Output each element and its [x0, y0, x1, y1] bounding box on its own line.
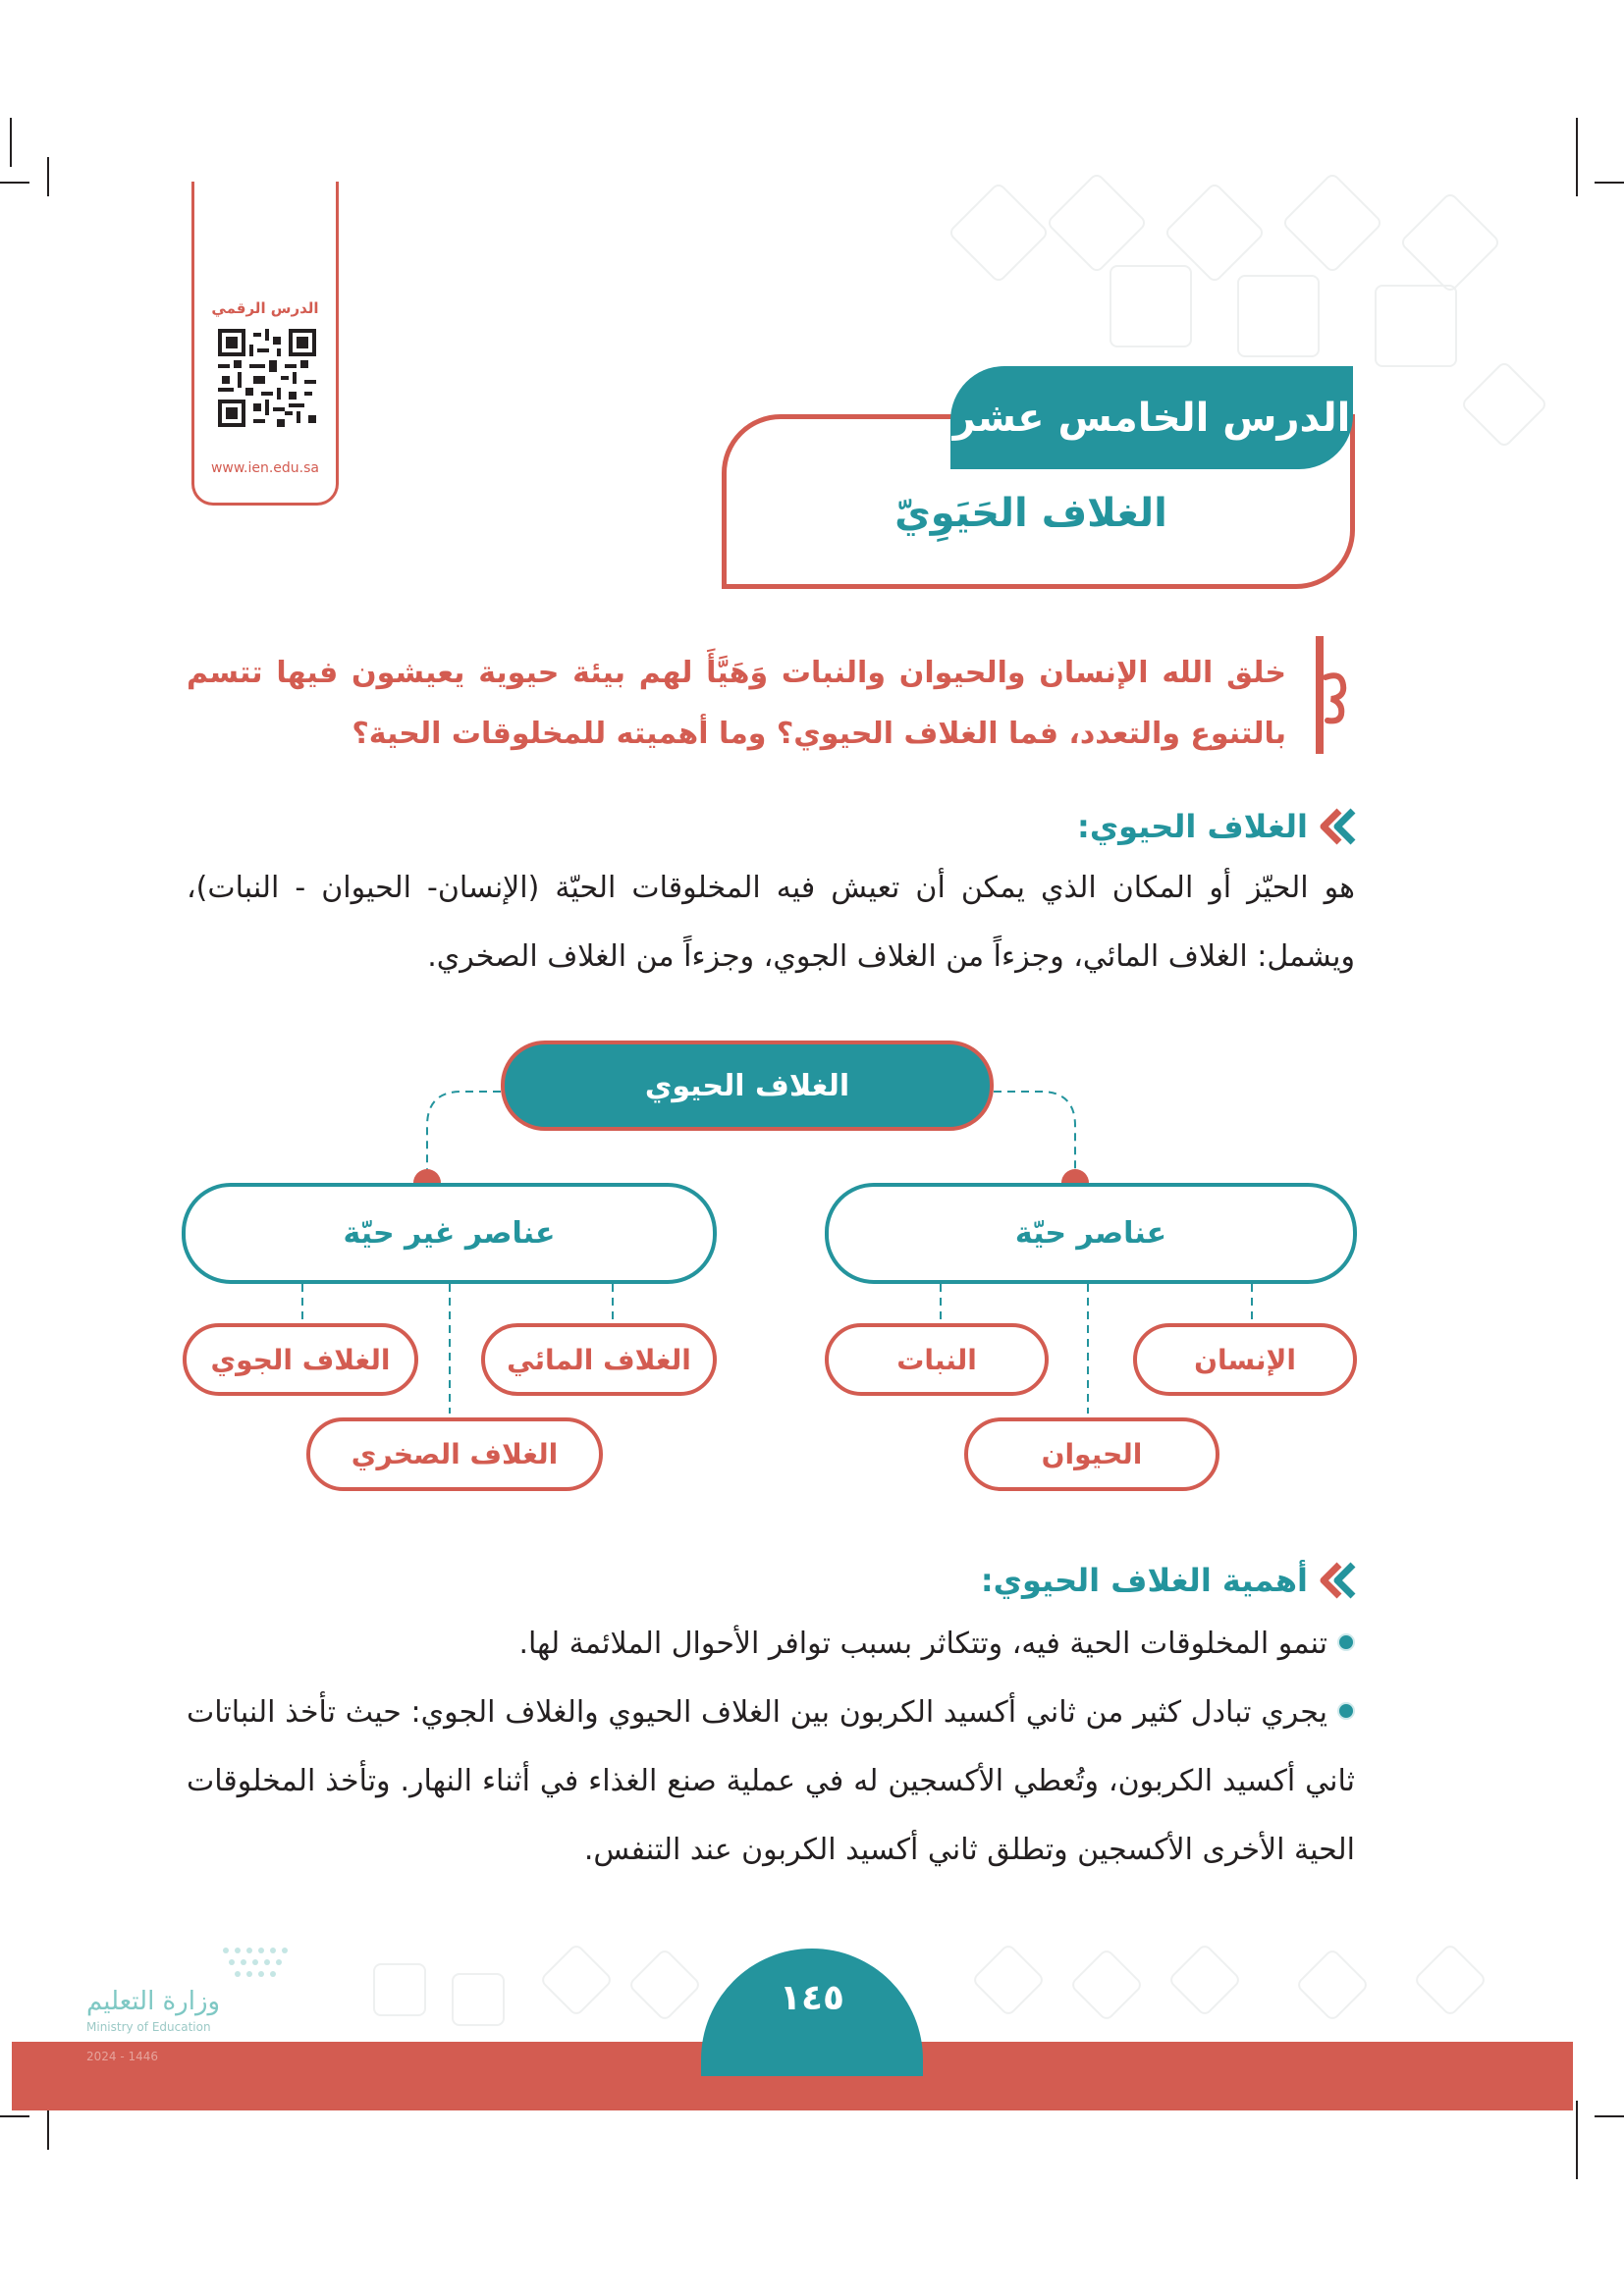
diagram-leaf-plants: النبات — [825, 1323, 1049, 1396]
ministry-name-en: Ministry of Education — [86, 2020, 211, 2034]
page-number: ١٤٥ — [701, 1949, 923, 2076]
digital-lesson-label: الدرس الرقمي — [211, 299, 319, 317]
double-chevron-icon — [1318, 1561, 1357, 1600]
diagram-living-node: عناصر حيّة — [825, 1183, 1357, 1284]
bullet-text: يجري تبادل كثير من ثاني أكسيد الكربون بين الغلاف الحيوي والغلاف الجوي: حيث تأخذ النباتات ثاني أكسيد الكربون، وتُعطي الأكسجين له في عملية صنع الغذاء في أثناء النهار. وتأخذ المخلوقات الحية الأخرى الأكسجين وتطلق ثاني أكسيد الكربون عند التنفس. — [187, 1695, 1355, 1867]
diagram-leaf-lithosphere: الغلاف الصخري — [306, 1417, 603, 1491]
lesson-title: الغلاف الحَيَوِيّ — [894, 491, 1167, 536]
intro-paragraph: خلق الله الإنسان والحيوان والنبات وَهَيَّأَ لهم بيئة حيوية يعيشون فيها تتسم بالتنوع والتعدد، فما الغلاف الحيوي؟ وما أهميته للمخلوقات الحية؟ — [187, 656, 1286, 751]
importance-bullet — [187, 1679, 1355, 1885]
diagram-nonliving-node: عناصر غير حيّة — [182, 1183, 717, 1284]
diagram-leaf-human: الإنسان — [1133, 1323, 1357, 1396]
digital-lesson-url[interactable]: www.ien.edu.sa — [210, 460, 320, 476]
section-heading-text: أهمية الغلاف الحيوي: — [980, 1562, 1308, 1599]
lesson-number-badge: الدرس الخامس عشر — [950, 366, 1353, 469]
diagram-leaf-animals: الحيوان — [964, 1417, 1219, 1491]
bullet-icon — [1337, 1702, 1355, 1720]
diagram-root-node: الغلاف الحيوي — [501, 1041, 994, 1131]
bullet-text: تنمو المخلوقات الحية فيه، وتتكاثر بسبب توافر الأحوال الملائمة لها. — [518, 1627, 1327, 1661]
biosphere-definition: هو الحيّز أو المكان الذي يمكن أن تعيش فيه المخلوقات الحيّة (الإنسان- الحيوان - النبات)، ويشمل: الغلاف المائي، وجزءاً من الغلاف الجوي، وجزءاً من الغلاف الصخري. — [187, 871, 1355, 974]
section-heading-importance — [981, 1561, 1357, 1600]
ministry-name: وزارة التعليم — [86, 1987, 221, 2016]
section-heading-text: الغلاف الحيوي: — [1077, 808, 1308, 845]
bullet-icon — [1337, 1633, 1355, 1651]
importance-bullet — [187, 1610, 1355, 1679]
edition-year: 2024 - 1446 — [86, 2050, 159, 2063]
diagram-leaf-hydrosphere: الغلاف المائي — [481, 1323, 717, 1396]
diagram-leaf-atmosphere: الغلاف الجوي — [183, 1323, 418, 1396]
